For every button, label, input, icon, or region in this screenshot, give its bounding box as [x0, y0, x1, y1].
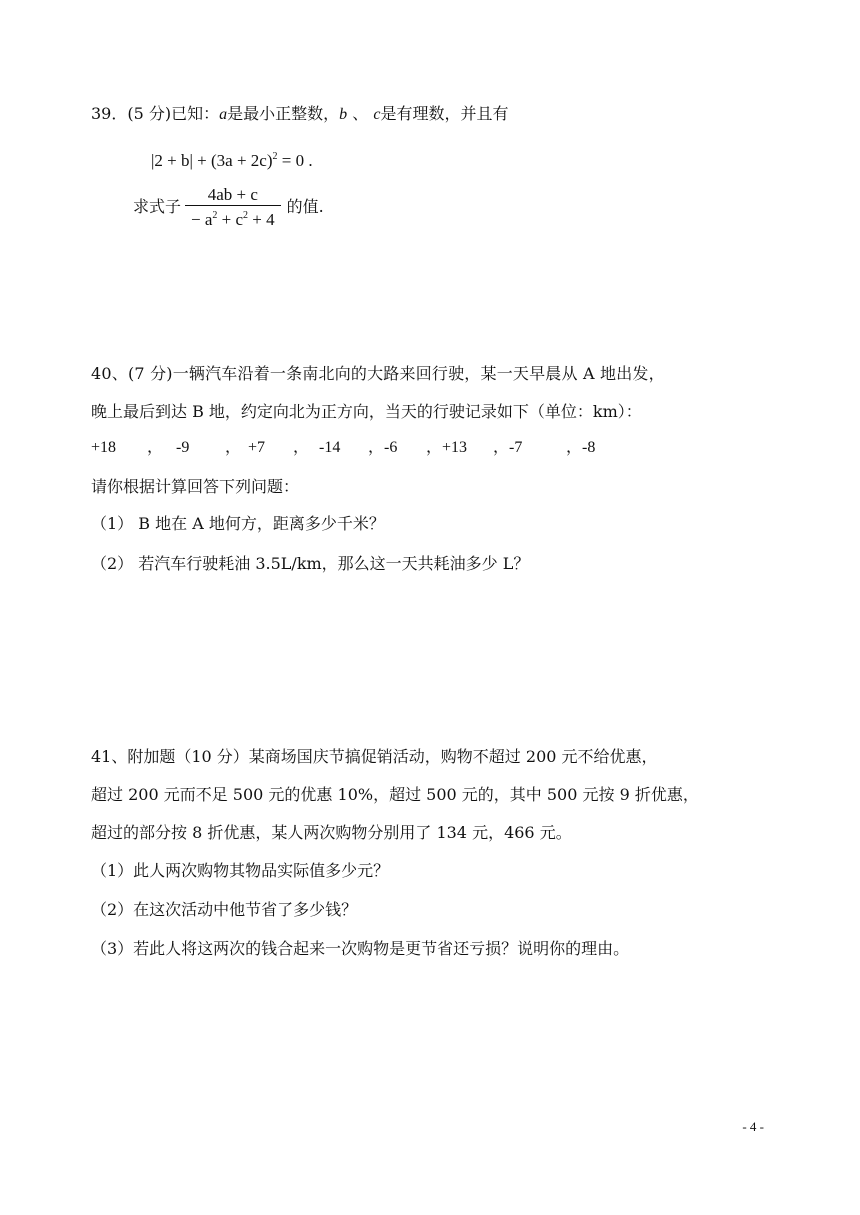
- question-39-equation: [151, 147, 313, 171]
- variable-a: a: [219, 106, 228, 123]
- question-41-line-3: 超过的部分按 8 折优惠，某人两次购物分别用了 134 元，466 元。: [91, 823, 572, 842]
- denominator-term: + 4: [248, 209, 275, 229]
- variable-c: c: [373, 106, 381, 123]
- question-score: (5 分): [127, 104, 172, 123]
- equation-right: = 0 .: [277, 151, 313, 170]
- question-41-sub-2: （2）在这次活动中他节省了多少钱？: [91, 900, 358, 919]
- ask-prefix: 求式子: [133, 197, 182, 216]
- denominator-exponent: 2: [243, 209, 249, 221]
- fraction-numerator: 4ab + c: [207, 184, 258, 204]
- driving-records: [91, 438, 651, 458]
- record-entry: +7: [248, 439, 266, 456]
- record-entry: +18: [91, 439, 117, 456]
- question-number: 39．: [91, 104, 128, 123]
- question-40-prompt: 请你根据计算回答下列问题：: [91, 477, 300, 496]
- record-entry: ，-6: [368, 439, 398, 456]
- denominator-term: + c: [217, 209, 244, 229]
- variable-b: b: [339, 106, 348, 123]
- question-41-sub-3: （3）若此人将这两次的钱合起来一次购物是更节省还亏损？说明你的理由。: [91, 939, 630, 958]
- record-entry: -9: [176, 439, 190, 456]
- question-41-sub-1: （1）此人两次购物其物品实际值多少元？: [91, 861, 390, 880]
- question-40-sub-2: （2） 若汽车行驶耗油 3.5L/km，那么这一天共耗油多少 L？: [91, 554, 530, 573]
- record-entry: -14: [319, 439, 341, 456]
- denominator-exponent: 2: [212, 209, 218, 221]
- question-text: 是最小正整数，: [227, 104, 340, 123]
- question-text: 是有理数，并且有: [380, 104, 509, 123]
- fraction-expression: [185, 185, 281, 230]
- separator: 、: [347, 104, 374, 123]
- record-separator: ，: [225, 439, 242, 456]
- page-number: - 4 -: [742, 1119, 764, 1134]
- question-39-ask: [133, 186, 324, 228]
- record-entry: ，-8: [566, 439, 596, 456]
- record-separator: ，: [293, 439, 310, 456]
- question-41-line-2: 超过 200 元而不足 500 元的优惠 10%，超过 500 元的，其中 500 元按 9 折优惠，: [91, 785, 699, 804]
- equation-left: |2 + b| + (3a + 2c): [151, 151, 273, 170]
- record-separator: ，: [147, 439, 164, 456]
- denominator-term: − a: [191, 209, 213, 229]
- ask-suffix: 的值.: [286, 197, 324, 216]
- question-40-line-1: 40、(7 分)一辆汽车沿着一条南北向的大路来回行驶，某一天早晨从 A 地出发，: [91, 364, 665, 383]
- record-entry: ，-7: [493, 439, 523, 456]
- question-40-sub-1: （1） B 地在 A 地何方，距离多少千米？: [91, 514, 385, 533]
- question-39-statement: [91, 104, 508, 125]
- question-40-line-2: 晚上最后到达 B 地，约定向北为正方向，当天的行驶记录如下（单位：km）：: [91, 402, 642, 421]
- fraction-denominator: [185, 205, 281, 230]
- question-text: 已知：: [171, 104, 220, 123]
- question-41-line-1: 41、附加题（10 分）某商场国庆节搞促销活动，购物不超过 200 元不给优惠，: [91, 747, 658, 766]
- equation-exponent: 2: [272, 151, 278, 162]
- record-entry: ，+13: [426, 439, 468, 456]
